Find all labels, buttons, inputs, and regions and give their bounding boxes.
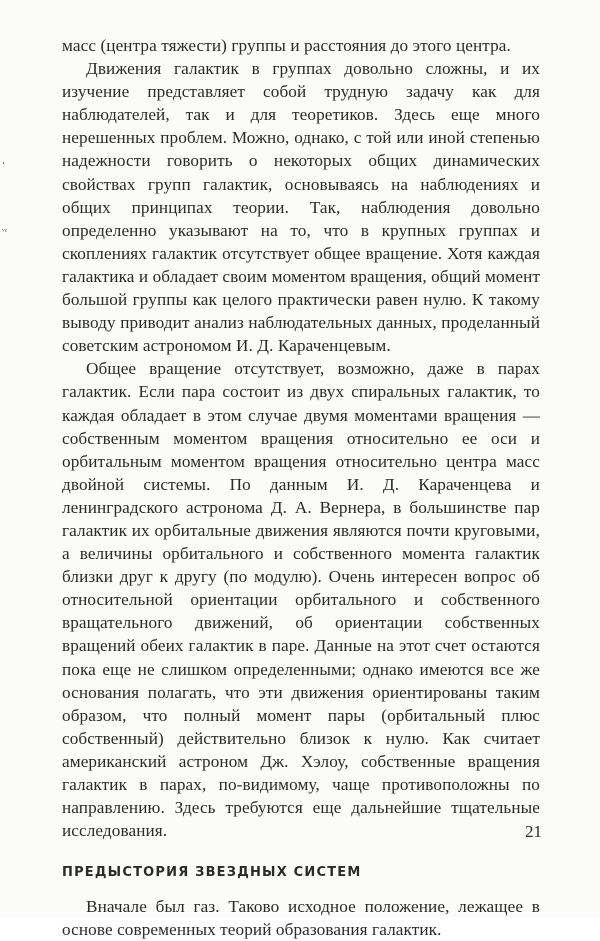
paragraph-continuation: масс (центра тяжести) группы и расстояния до этого центра. [62,36,511,55]
body-text [62,34,540,941]
margin-mark: ‘ [2,160,5,170]
paragraph-section-intro: Вначале был газ. Таково исходное положение, лежащее в основе современных теорий образования галактик. [62,897,540,940]
paragraph-galaxy-motions: Движения галактик в группах довольно сложны, и их изучение представляет собой трудную задачу как для наблюдателей, так и для теоретиков. Здесь еще много нерешенных проблем. Можно, однако, с той или иной степенью надежности говорить о некоторых общих динамических свойствах групп галактик, основываясь на наблюдениях и общих принципах теории. Так, наблюдения довольно определенно указывают на то, что в крупных группах и скоплениях галактик отсутствует общее вращение. Хотя каждая галактика и обладает своим моментом вращения, общий момент большой группы как целого практически равен нулю. К такому выводу приводит анализ наблюдательных данных, проделанный советским астрономом И. Д. Караченцевым. [62,59,540,356]
page-number: 21 [525,822,542,841]
paragraph-rotation-pairs: Общее вращение отсутствует, возможно, даже в парах галактик. Если пара состоит из двух спиральных галактик, то каждая обладает в этом случае двумя моментами вращения — собственным моментом вращения относительно ее оси и орбитальным моментом вращения относительно центра масс двойной системы. По данным И. Д. Караченцева и ленинградского астронома Д. А. Вернера, в большинстве пар галактик их орбитальные движения являются почти круговыми, а величины орбитального и собственного момента галактик близки друг к другу (по модулю). Очень интересен вопрос об относительной ориентации орбитального и собственного вращательного движений, об ориентации собственных вращений обеих галактик в паре. Данные на этот счет остаются пока еще не слишком определенными; однако имеются все же основания полагать, что эти движения ориентированы таким образом, что полный момент пары (орбитальный плюс собственный) действительно близок к нулю. Как считает американский астроном Дж. Хэлоу, собственные вращения галактик в парах, по-видимому, чаще противоположны по направлению. Здесь требуются еще дальнейшие тщательные исследования. [62,359,540,841]
section-heading: ПРЕДЫСТОРИЯ ЗВЕЗДНЫХ СИСТЕМ [62,865,362,881]
margin-mark: ᵛᶻ [2,226,8,236]
